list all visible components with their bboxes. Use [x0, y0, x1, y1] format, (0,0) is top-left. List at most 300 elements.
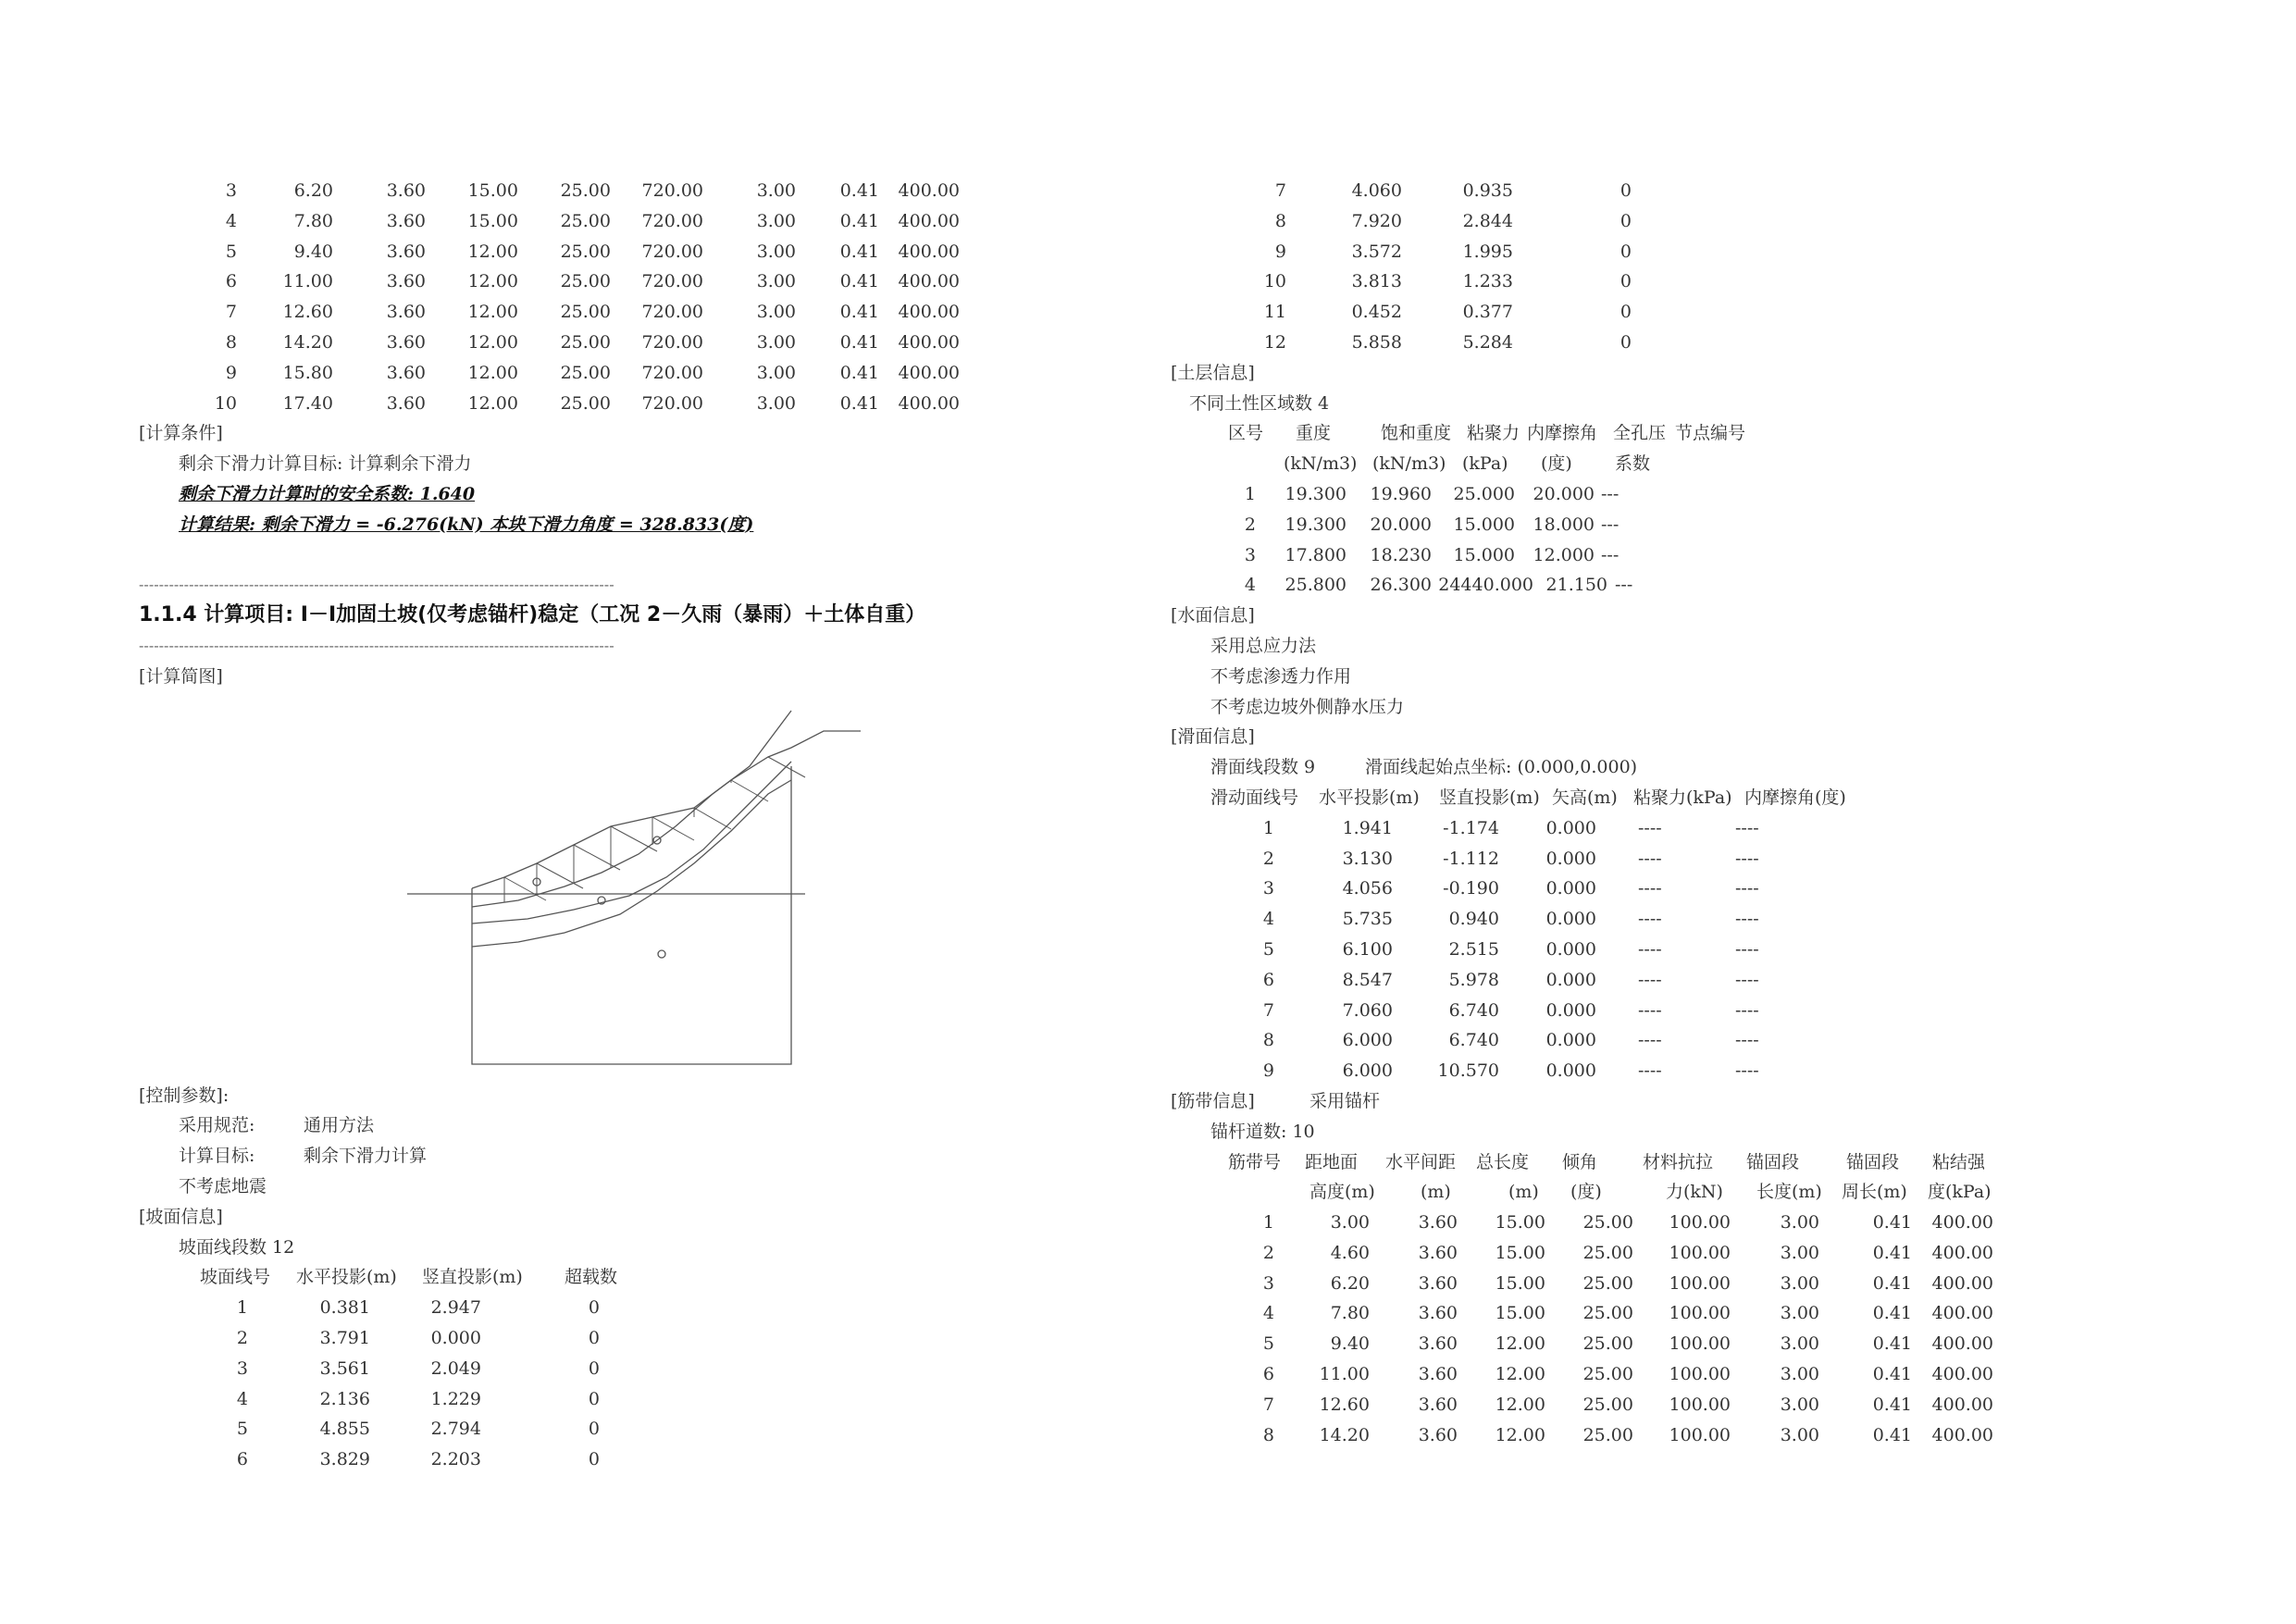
cell: ---- [1638, 848, 1662, 869]
spacer [139, 540, 1064, 571]
table-row [1171, 328, 2096, 358]
column-unit: 度(kPa) [1928, 1182, 1992, 1203]
cell: ---- [1638, 1060, 1662, 1082]
cell: 4 [1262, 909, 1274, 930]
cell: 6.20 [1330, 1272, 1370, 1294]
cell: 6.20 [293, 180, 333, 201]
column-header: 距地面 [1305, 1151, 1359, 1172]
cell: 0 [1620, 210, 1632, 231]
cell: 7 [1262, 1394, 1274, 1415]
cell: 7.80 [293, 210, 333, 231]
cell: 2.794 [430, 1419, 481, 1440]
table-row [139, 389, 1064, 419]
table-row [139, 206, 1064, 237]
control-label: 计算目标: [179, 1146, 255, 1167]
cell: 3.813 [1351, 271, 1402, 292]
column-header: 粘聚力 [1467, 423, 1520, 444]
cell: 3.60 [386, 302, 426, 323]
cell: 0.381 [319, 1297, 370, 1319]
cell: 0.41 [839, 271, 879, 292]
column-header: 超载数 [565, 1267, 618, 1288]
cell: 0.935 [1462, 180, 1513, 201]
cell: 6 [225, 271, 237, 292]
cell: 0.000 [430, 1327, 481, 1348]
cell: 720.00 [641, 331, 703, 353]
cell: 0.41 [839, 392, 879, 414]
cell: 3.60 [1418, 1272, 1458, 1294]
cell: 6 [236, 1449, 248, 1470]
slip-start: 滑面线起始点坐标: (0.000,0.000) [1365, 757, 1638, 778]
cell: 3.00 [1780, 1212, 1819, 1233]
column-header: 竖直投影(m) [422, 1267, 523, 1288]
cell: 3.829 [319, 1449, 370, 1470]
cell: 4.60 [1330, 1242, 1370, 1263]
cell: 0.41 [1872, 1364, 1912, 1385]
cell: 0.41 [1872, 1242, 1912, 1263]
cell: 0 [1620, 302, 1632, 323]
cell: 12.00 [467, 241, 518, 262]
cell: 15.00 [467, 210, 518, 231]
cell: 19.300 [1285, 514, 1347, 535]
cell: 2 [236, 1327, 248, 1348]
cell: 0.41 [1872, 1394, 1912, 1415]
table-row [1171, 510, 2096, 540]
cell: 100.00 [1669, 1212, 1731, 1233]
column-unit: 系数 [1615, 453, 1651, 475]
divider: ----------------------------------------------------------------------------------------------- [139, 576, 614, 594]
cell: 3.00 [1780, 1364, 1819, 1385]
table-row [1171, 1298, 2096, 1329]
cell: 3.60 [1418, 1212, 1458, 1233]
cell: 15.00 [1495, 1242, 1545, 1263]
column-header: 粘聚力(kPa) [1633, 787, 1732, 808]
cell: 4.056 [1342, 878, 1393, 899]
cell: 21.150 [1545, 575, 1607, 596]
cell: 15.000 [1453, 514, 1515, 535]
cell: 0.940 [1448, 909, 1499, 930]
slope-diagram [139, 692, 1064, 1081]
slope-surface [472, 731, 861, 888]
cell: --- [1615, 575, 1633, 596]
table-row [1171, 206, 2096, 237]
cell: 12.00 [467, 271, 518, 292]
cell: 2 [1262, 1242, 1274, 1263]
cell: 400.00 [898, 302, 960, 323]
soil-header: [土层信息] [1171, 362, 1255, 383]
cell: 26.300 [1370, 575, 1432, 596]
cell: 10.570 [1437, 1060, 1499, 1082]
table-row [1171, 844, 2096, 874]
cell: 9.40 [1330, 1333, 1370, 1355]
control-value: 剩余下滑力计算 [304, 1146, 428, 1167]
cell: 12 [1263, 331, 1286, 353]
table-row [1171, 1025, 2096, 1056]
cell: 6.740 [1448, 1030, 1499, 1051]
cell: 6.000 [1342, 1060, 1393, 1082]
cell: 25.00 [1582, 1394, 1633, 1415]
cell: 14.20 [282, 331, 333, 353]
cell: 3.60 [386, 180, 426, 201]
cell: 20.000 [1533, 483, 1595, 504]
cell: 5 [1262, 1333, 1274, 1355]
cell: 720.00 [641, 210, 703, 231]
table-row [139, 1414, 1064, 1444]
rib-header-row [1171, 1086, 2096, 1117]
control-row [139, 1110, 1064, 1141]
cell: 25.00 [1582, 1272, 1633, 1294]
cell: 25.00 [1582, 1303, 1633, 1324]
cell: -1.174 [1443, 817, 1499, 838]
cell: ---- [1735, 1030, 1759, 1051]
column-unit: 长度(m) [1756, 1182, 1822, 1203]
cell: 17.800 [1285, 544, 1347, 565]
cell: 4.855 [319, 1419, 370, 1440]
cell: 25.800 [1285, 575, 1347, 596]
calc-result-line: 计算结果: 剩余下滑力 = -6.276(kN) 本块下滑力角度 = 328.833(度) [179, 514, 754, 535]
cell: 400.00 [1931, 1303, 1993, 1324]
anchor-table-continued [139, 176, 1064, 418]
cell: 3.60 [1418, 1424, 1458, 1445]
table-row [1171, 1359, 2096, 1390]
cell: 0.000 [1545, 1030, 1596, 1051]
cell: 25.00 [560, 331, 611, 353]
cell: 11.00 [282, 271, 333, 292]
cell: 3.791 [319, 1327, 370, 1348]
cell: 3.00 [756, 241, 796, 262]
cell: 25.00 [1582, 1212, 1633, 1233]
cell: 25.00 [560, 180, 611, 201]
cell: 0 [1620, 331, 1632, 353]
cell: 0.41 [1872, 1303, 1912, 1324]
anchor-table-units [1171, 1177, 2096, 1208]
section-title: 1.1.4 计算项目: Ⅰ－Ⅰ加固土坡(仅考虑锚杆)稳定（工况 2－久雨（暴雨）＋土体自重） [139, 603, 926, 627]
column-unit: (kPa) [1462, 453, 1508, 475]
cell: 3.00 [756, 210, 796, 231]
cell: 3.60 [1418, 1242, 1458, 1263]
cell: 400.00 [1931, 1212, 1993, 1233]
cell: 0.000 [1545, 969, 1596, 990]
cell: 3.00 [756, 392, 796, 414]
cell: 0.41 [839, 241, 879, 262]
cell: ---- [1735, 878, 1759, 899]
cell: 6 [1262, 969, 1274, 990]
cell: 25.000 [1453, 483, 1515, 504]
column-header: 内摩擦角(度) [1744, 787, 1846, 808]
column-unit: (度) [1570, 1182, 1602, 1203]
cell: 0.41 [839, 331, 879, 353]
cell: 400.00 [898, 331, 960, 353]
cell: 3.60 [386, 392, 426, 414]
cell: 10 [214, 392, 237, 414]
cell: 0.41 [1872, 1424, 1912, 1445]
slip-header: [滑面信息] [1171, 726, 1255, 748]
layer-boundary-2 [472, 780, 791, 947]
cell: 5 [225, 241, 237, 262]
cell: 0.41 [839, 362, 879, 383]
cell: 4 [1244, 575, 1256, 596]
cell: ---- [1638, 938, 1662, 960]
cell: 0 [588, 1419, 600, 1440]
table-row [1171, 570, 2096, 601]
column-header: 全孔压 [1613, 423, 1667, 444]
cell: 9 [225, 362, 237, 383]
column-header: 倾角 [1562, 1151, 1598, 1172]
anchors [504, 757, 805, 900]
slip-table-header [1171, 783, 2096, 813]
cell: 18.000 [1533, 514, 1595, 535]
table-row [1171, 1269, 2096, 1299]
cell: 0.41 [1872, 1272, 1912, 1294]
cell: 3 [1262, 878, 1274, 899]
cell: 0 [1620, 180, 1632, 201]
cell: ---- [1735, 969, 1759, 990]
table-row [1171, 1208, 2096, 1238]
calc-target-line: 剩余下滑力计算目标: 计算剩余下滑力 [179, 453, 472, 475]
cell: ---- [1638, 969, 1662, 990]
cell: 720.00 [641, 362, 703, 383]
column-unit: (m) [1421, 1182, 1451, 1203]
cell: ---- [1638, 1030, 1662, 1051]
cell: 3.130 [1342, 848, 1393, 869]
cell: 100.00 [1669, 1333, 1731, 1355]
cell: 5 [1262, 938, 1274, 960]
cell: 0.41 [1872, 1212, 1912, 1233]
cell: 400.00 [1931, 1272, 1993, 1294]
table-row [139, 1444, 1064, 1475]
water-item: 不考虑边坡外侧静水压力 [1210, 696, 1405, 717]
cell: 720.00 [641, 271, 703, 292]
cell: 7 [1262, 999, 1274, 1021]
cell: ---- [1735, 848, 1759, 869]
cell: 3.00 [1780, 1394, 1819, 1415]
column-unit: (kN/m3) [1372, 453, 1446, 475]
cell: 3.00 [1780, 1333, 1819, 1355]
cell: 17.40 [282, 392, 333, 414]
cell: 15.00 [1495, 1212, 1545, 1233]
slope-header: [坡面信息] [139, 1206, 223, 1227]
anchor-count: 锚杆道数: 10 [1210, 1121, 1315, 1142]
cell: 0.41 [839, 302, 879, 323]
cell: 6.740 [1448, 999, 1499, 1021]
table-row [139, 297, 1064, 328]
cell: 3 [1262, 1272, 1274, 1294]
table-row [1171, 813, 2096, 844]
table-row [1171, 237, 2096, 267]
cell: 400.00 [1931, 1394, 1993, 1415]
cell: 720.00 [641, 180, 703, 201]
cell: 0.41 [839, 180, 879, 201]
soil-table-units [1171, 449, 2096, 479]
cell: 100.00 [1669, 1242, 1731, 1263]
cell: ---- [1638, 878, 1662, 899]
cell: 15.000 [1453, 544, 1515, 565]
cell: 4 [236, 1388, 248, 1409]
cell: 25.00 [1582, 1242, 1633, 1263]
column-unit: 力(kN) [1666, 1182, 1723, 1203]
column-header: 内摩擦角 [1527, 423, 1598, 444]
cell: 1 [1262, 817, 1274, 838]
cell: 1 [1262, 1212, 1274, 1233]
column-unit: 高度(m) [1309, 1182, 1375, 1203]
cell: 0.377 [1462, 302, 1513, 323]
cell: 8 [1262, 1030, 1274, 1051]
column-header: 区号 [1228, 423, 1264, 444]
cell: 5.735 [1342, 909, 1393, 930]
cell: 1 [1244, 483, 1256, 504]
column-header: 饱和重度 [1381, 423, 1452, 444]
slope-count: 坡面线段数 12 [179, 1236, 295, 1258]
cell: 100.00 [1669, 1424, 1731, 1445]
table-row [1171, 540, 2096, 571]
cell: 3.00 [756, 271, 796, 292]
column-header: 总长度 [1476, 1151, 1530, 1172]
cell: 25.00 [560, 210, 611, 231]
cell: 7.060 [1342, 999, 1393, 1021]
cell: 12.00 [1495, 1394, 1545, 1415]
cell: 5.284 [1462, 331, 1513, 353]
zone-marker-4 [658, 950, 665, 958]
cell: 1.233 [1462, 271, 1513, 292]
column-header: 材料抗拉 [1643, 1151, 1714, 1172]
column-header: 滑动面线号 [1210, 787, 1299, 808]
cell: 3.00 [756, 362, 796, 383]
column-unit: (kN/m3) [1284, 453, 1358, 475]
cell: 12.00 [1495, 1333, 1545, 1355]
cell: 100.00 [1669, 1272, 1731, 1294]
cell: 2 [1244, 514, 1256, 535]
cell: 0.000 [1545, 848, 1596, 869]
cell: 400.00 [1931, 1364, 1993, 1385]
cell: 8.547 [1342, 969, 1393, 990]
cell: 720.00 [641, 302, 703, 323]
table-row [1171, 965, 2096, 996]
cell: 0.000 [1545, 999, 1596, 1021]
cell: 1.941 [1342, 817, 1393, 838]
column-header: 节点编号 [1675, 423, 1746, 444]
cell: 3.60 [386, 331, 426, 353]
cell: 25.00 [560, 302, 611, 323]
cell: 4.060 [1351, 180, 1402, 201]
cell: 25.00 [560, 362, 611, 383]
cell: 15.00 [1495, 1272, 1545, 1294]
table-row [139, 176, 1064, 206]
diagram-header: [计算简图] [139, 665, 223, 687]
table-row [1171, 267, 2096, 297]
cell: -0.190 [1443, 878, 1499, 899]
cell: 15.00 [467, 180, 518, 201]
cell: 3 [225, 180, 237, 201]
cell: 9.40 [293, 241, 333, 262]
slope-table-header [139, 1262, 1064, 1293]
cell: 12.00 [467, 331, 518, 353]
rib-type: 采用锚杆 [1309, 1090, 1381, 1111]
cell: 7.920 [1351, 210, 1402, 231]
cell: 12.60 [1319, 1394, 1370, 1415]
cell: 12.00 [467, 392, 518, 414]
right-column [1171, 176, 2096, 1450]
cell: 400.00 [898, 210, 960, 231]
cell: 6 [1262, 1364, 1274, 1385]
cell: 5.978 [1448, 969, 1499, 990]
boundary-box [472, 766, 791, 1064]
cell: 100.00 [1669, 1394, 1731, 1415]
table-row [139, 1384, 1064, 1415]
cell: 400.00 [898, 241, 960, 262]
table-row [1171, 479, 2096, 510]
cell: 0.41 [839, 210, 879, 231]
cell: 1.995 [1462, 241, 1513, 262]
cell: 3.00 [1780, 1303, 1819, 1324]
cell: --- [1601, 514, 1620, 535]
cell: 3.60 [386, 362, 426, 383]
control-label: 采用规范: [179, 1115, 255, 1136]
table-row [139, 267, 1064, 297]
cell: 1.229 [430, 1388, 481, 1409]
slope-diagram-svg [139, 692, 972, 1081]
column-header: 筋带号 [1228, 1151, 1282, 1172]
cell: 400.00 [1931, 1424, 1993, 1445]
cell: 7 [1274, 180, 1286, 201]
table-row [1171, 1329, 2096, 1359]
cell: 3.00 [1330, 1212, 1370, 1233]
cell: 3.00 [1780, 1272, 1819, 1294]
cell: 0 [588, 1327, 600, 1348]
column-unit: (度) [1541, 453, 1572, 475]
cell: 2.844 [1462, 210, 1513, 231]
water-item: 不考虑渗透力作用 [1210, 665, 1352, 687]
cell: 18.230 [1370, 544, 1432, 565]
column-header: 坡面线号 [200, 1267, 271, 1288]
cell: 0.000 [1545, 878, 1596, 899]
cell: 11.00 [1319, 1364, 1370, 1385]
cell: 3.60 [386, 210, 426, 231]
cell: 7 [225, 302, 237, 323]
table-row [139, 237, 1064, 267]
column-header: 竖直投影(m) [1439, 787, 1540, 808]
cell: 400.00 [1931, 1242, 1993, 1263]
cell: ---- [1638, 909, 1662, 930]
cell: 400.00 [1931, 1333, 1993, 1355]
cell: ---- [1638, 999, 1662, 1021]
cell: 3.572 [1351, 241, 1402, 262]
cell: 0.000 [1545, 817, 1596, 838]
anchor-table-header [1171, 1147, 2096, 1178]
slice-lines [504, 780, 731, 902]
cell: 7.80 [1330, 1303, 1370, 1324]
cell: 25.00 [560, 271, 611, 292]
soil-table-header [1171, 418, 2096, 449]
cell: 720.00 [641, 241, 703, 262]
cell: 3.60 [1418, 1303, 1458, 1324]
cell: 8 [225, 331, 237, 353]
cell: 25.00 [1582, 1424, 1633, 1445]
cell: ---- [1735, 999, 1759, 1021]
divider: ----------------------------------------------------------------------------------------------- [139, 636, 614, 654]
cell: 1 [236, 1297, 248, 1319]
cell: 0.41 [1872, 1333, 1912, 1355]
cell: 19.300 [1285, 483, 1347, 504]
cell: 8 [1274, 210, 1286, 231]
cell: 12.60 [282, 302, 333, 323]
cell: 12.00 [467, 302, 518, 323]
cell: 2.515 [1448, 938, 1499, 960]
cell: 0 [1620, 271, 1632, 292]
cell: ---- [1735, 909, 1759, 930]
cell: 3.00 [1780, 1424, 1819, 1445]
table-row [1171, 904, 2096, 935]
no-earthquake: 不考虑地震 [179, 1175, 267, 1196]
column-unit: 周长(m) [1842, 1182, 1907, 1203]
